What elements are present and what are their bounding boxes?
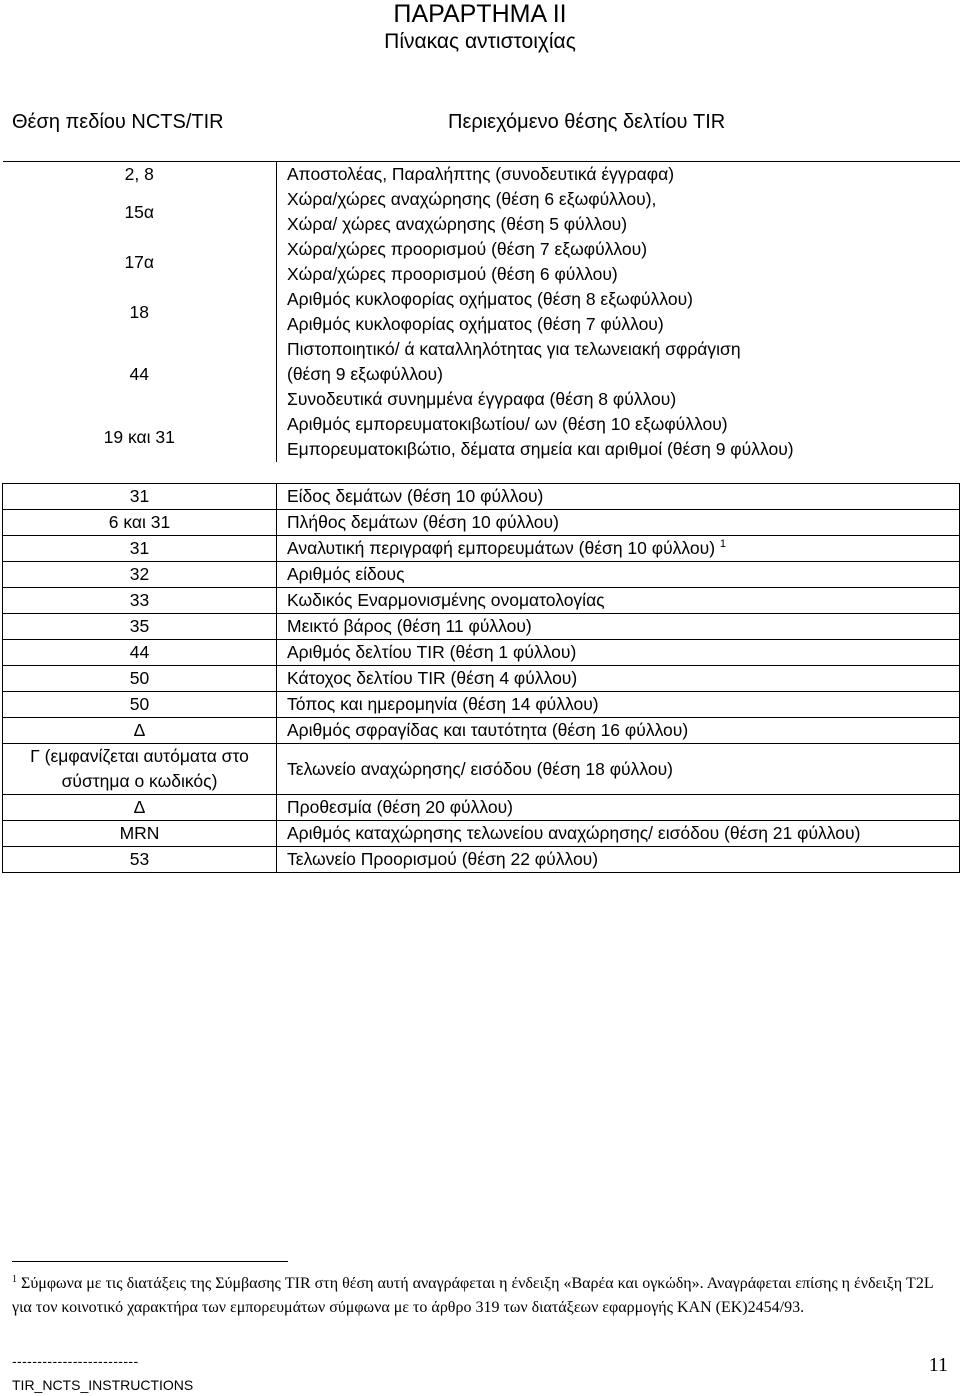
content-text: Προθεσμία (θέση 20 φύλλου) [287,797,513,817]
content-line: Αποστολέας, Παραλήπτης (συνοδευτικά έγγραφα) [287,164,675,184]
content-cell [277,744,960,795]
content-text: Αριθμός καταχώρησης τελωνείου αναχώρησης/ εισόδου (θέση 21 φύλλου) [287,823,861,843]
table-row [3,692,960,718]
table-row [3,162,960,188]
column-header-content: Περιεχόμενο θέσης δελτίου TIR [448,111,726,133]
field-cell: 44 [3,640,277,666]
footnote-reference[interactable]: 1 [719,538,727,551]
field-cell: 33 [3,588,277,614]
table-spacer [3,462,960,484]
footnote-text: Σύμφωνα με τις διατάξεις της Σύμβασης TIR στη θέση αυτή αναγράφεται η ένδειξη «Βαρέα και ογκώδη». Αναγράφεται επίσης η ένδειξη T2L για τον κοινοτικό χαρακτήρα των εμπορευμάτων σύμφωνα με το άρθρο 319 των διατάξεων εφαρμογής ΚΑΝ (ΕΚ)2454/93. [12,1275,934,1316]
table-row [3,412,960,462]
table-row [3,744,960,795]
page-subtitle: Πίνακας αντιστοιχίας [384,30,576,53]
content-line: Συνοδευτικά συνημμένα έγγραφα (θέση 8 φύλλου) [287,389,677,409]
field-cell: 6 και 31 [3,510,277,536]
field-cell: Δ [3,718,277,744]
table-row [3,640,960,666]
content-text: Τόπος και ημερομηνία (θέση 14 φύλλου) [287,694,599,714]
table-row [3,484,960,510]
page-title: ΠΑΡΑΡΤΗΜΑ ΙΙ [393,0,567,28]
content-cell [277,692,960,718]
content-line: Εμπορευματοκιβώτιο, δέματα σημεία και αριθμοί (θέση 9 φύλλου) [287,439,794,459]
content-line: Αριθμός κυκλοφορίας οχήματος (θέση 7 φύλλου) [287,314,664,334]
content-cell [277,666,960,692]
field-cell: 44 [3,337,277,412]
content-line: Χώρα/χώρες αναχώρησης (θέση 6 εξωφύλλου), [287,189,657,209]
field-cell: 35 [3,614,277,640]
table-row [3,821,960,847]
field-cell: 31 [3,536,277,562]
footer-separator: ------------------------- [12,1353,139,1369]
content-line: Χώρα/χώρες προορισμού (θέση 7 εξωφύλλου) [287,239,648,259]
content-text: Αριθμός δελτίου TIR (θέση 1 φύλλου) [287,642,577,662]
field-cell: 19 και 31 [3,412,277,462]
field-cell: Δ [3,795,277,821]
content-line: Αριθμός κυκλοφορίας οχήματος (θέση 8 εξωφύλλου) [287,289,693,309]
field-cell: 50 [3,666,277,692]
content-cell [277,412,960,462]
content-line: (θέση 9 εξωφύλλου) [287,364,443,384]
table-row [3,562,960,588]
content-line: Χώρα/ χώρες αναχώρησης (θέση 5 φύλλου) [287,214,628,234]
content-text: Τελωνείο αναχώρησης/ εισόδου (θέση 18 φύλλου) [287,758,673,779]
table-row [3,718,960,744]
table-row [3,510,960,536]
field-cell: 2, 8 [3,162,277,188]
footnote-number: 1 [12,1274,17,1285]
content-cell [277,536,960,562]
content-cell [277,640,960,666]
footnote-separator [12,1261,288,1262]
table-row [3,847,960,873]
table-row [3,237,960,287]
content-cell [277,162,960,188]
table-row [3,287,960,337]
content-cell [277,237,960,287]
content-text: Μεικτό βάρος (θέση 11 φύλλου) [287,616,532,636]
field-cell: 18 [3,287,277,337]
content-cell [277,614,960,640]
field-cell: 15α [3,187,277,237]
content-line: Χώρα/χώρες προορισμού (θέση 6 φύλλου) [287,264,618,284]
document-id: TIR_NCTS_INSTRUCTIONS [12,1377,194,1393]
content-cell [277,287,960,337]
content-text: Πλήθος δεμάτων (θέση 10 φύλλου) [287,512,559,532]
table-row [3,588,960,614]
table-row [3,337,960,412]
table-row [3,614,960,640]
content-text: Είδος δεμάτων (θέση 10 φύλλου) [287,486,544,506]
field-cell: 32 [3,562,277,588]
content-cell [277,562,960,588]
field-cell: Γ (εμφανίζεται αυτόματα στο σύστημα ο κωδικός) [3,744,277,795]
content-text: Κωδικός Εναρμονισμένης ονοματολογίας [287,590,605,610]
table-row [3,666,960,692]
table-row [3,187,960,237]
content-text: Τελωνείο Προορισμού (θέση 22 φύλλου) [287,849,599,869]
content-text: Κάτοχος δελτίου TIR (θέση 4 φύλλου) [287,668,578,688]
content-cell [277,821,960,847]
content-line: Αριθμός εμπορευματοκιβωτίου/ ων (θέση 10 εξωφύλλου) [287,414,728,434]
field-cell: MRN [3,821,277,847]
content-cell [277,847,960,873]
content-text: Αριθμός είδους [287,564,405,584]
page-number: 11 [928,1354,948,1376]
table-group-multiline [3,162,960,463]
content-cell [277,588,960,614]
content-cell [277,510,960,536]
column-header-field: Θέση πεδίου NCTS/TIR [12,111,224,133]
footnote [12,1272,942,1320]
content-cell [277,484,960,510]
table-row [3,795,960,821]
correspondence-table [2,161,960,873]
content-cell [277,718,960,744]
content-line: Πιστοποιητικό/ ά καταλληλότητας για τελωνειακή σφράγιση [287,339,741,359]
content-text: Αριθμός σφραγίδας και ταυτότητα (θέση 16 φύλλου) [287,720,689,740]
content-cell [277,795,960,821]
content-text: Αναλυτική περιγραφή εμπορευμάτων (θέση 10 φύλλου) [287,538,716,558]
field-cell: 53 [3,847,277,873]
content-cell [277,187,960,237]
field-cell: 31 [3,484,277,510]
field-cell: 17α [3,237,277,287]
table-group-single [3,484,960,873]
content-cell [277,337,960,412]
table-row [3,536,960,562]
field-cell: 50 [3,692,277,718]
